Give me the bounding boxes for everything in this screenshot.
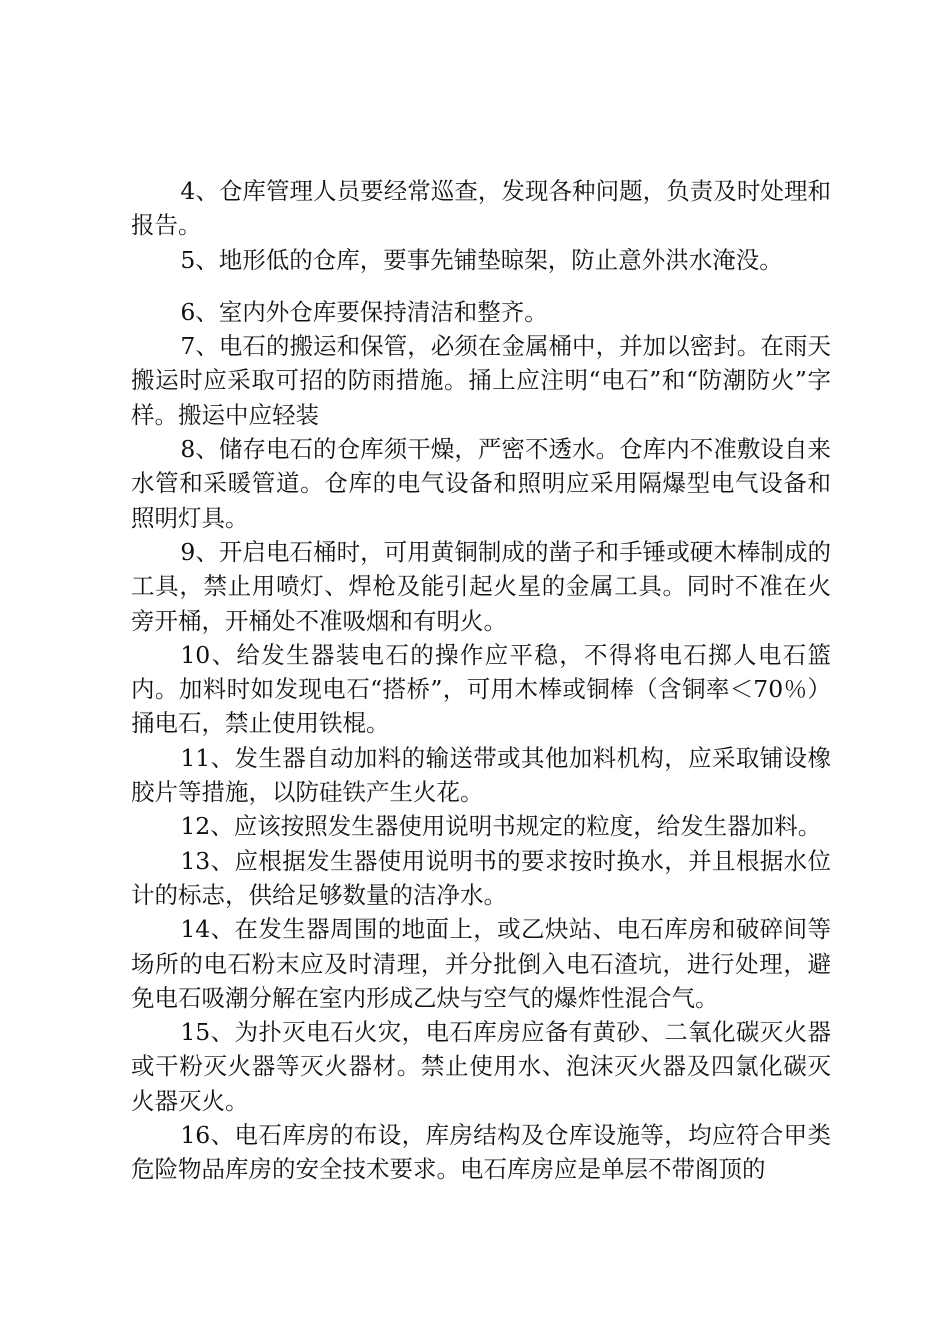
paragraph-13: 13、应根据发生器使用说明书的要求按时换水，并且根据水位计的标志，供给足够数量的洁净水。 [131,846,831,909]
paragraph-11: 11、发生器自动加料的输送带或其他加料机构，应采取铺设橡胶片等措施，以防硅铁产生火花。 [131,743,831,807]
paragraph-16: 16、电石库房的布设，库房结构及仓库设施等，均应符合甲类危险物品库房的安全技术要求。电石库房应是单层不带阁顶的 [131,1121,831,1184]
paragraph-6: 6、室内外仓库要保持清洁和整齐。 [180,297,548,326]
paragraph-gap [131,277,831,295]
paragraph-4: 4、仓库管理人员要经常巡查，发现各种问题，负责及时处理和报告。 [131,177,831,240]
paragraph-7: 7、电石的搬运和保管，必须在金属桶中，并加以密封。在雨天搬运时应采取可招的防雨措施。捅上应注明“电石”和“防潮防火”字样。搬运中应轻装 [131,332,831,429]
paragraph-12: 12、应该按照发生器使用说明书规定的粒度，给发生器加料。 [180,812,822,841]
paragraph-14: 14、在发生器周围的地面上，或乙炔站、电石库房和破碎间等场所的电石粉末应及时清理，并分批倒入电石渣坑，进行处理，避免电石吸潮分解在室内形成乙炔与空气的爆炸性混合气。 [131,915,831,1012]
document-body [131,174,831,1187]
paragraph-15: 15、为扑灭电石火灾，电石库房应备有黄砂、二氧化碳灭火器或干粉灭火器等灭火器材。禁止使用水、泡沫灭火器及四氯化碳灭火器灭火。 [131,1018,831,1115]
paragraph-8: 8、储存电石的仓库须干燥，严密不透水。仓库内不准敷设自来水管和采暖管道。仓库的电气设备和照明应采用隔爆型电气设备和照明灯具。 [131,435,831,532]
paragraph-5: 5、地形低的仓库，要事先铺垫晾架，防止意外洪水淹没。 [180,245,783,274]
paragraph-10: 10、给发生器装电石的操作应平稳，不得将电石掷人电石篮内。加料时如发现电石“搭桥”，可用木棒或铜棒（含铜率＜70％）捅电石，禁止使用铁棍。 [131,640,831,738]
paragraph-9: 9、开启电石桶时，可用黄铜制成的凿子和手锤或硬木棒制成的工具，禁止用喷灯、焊枪及能引起火星的金属工具。同时不准在火旁开桶，开桶处不准吸烟和有明火。 [131,537,831,635]
